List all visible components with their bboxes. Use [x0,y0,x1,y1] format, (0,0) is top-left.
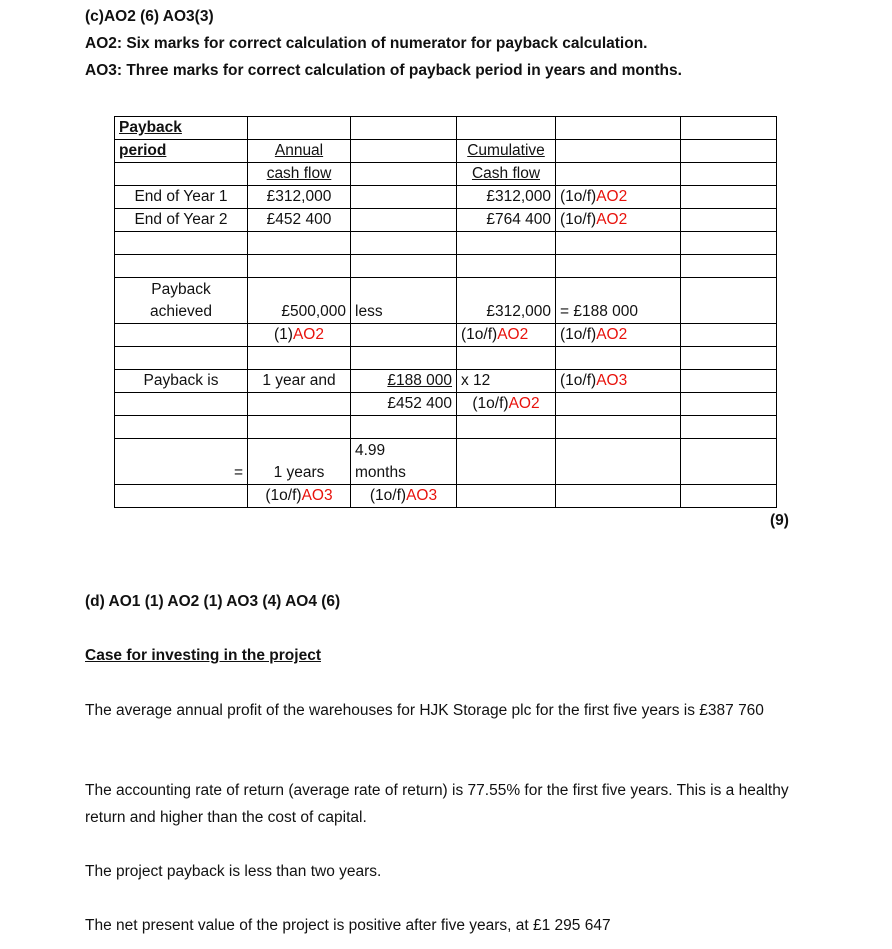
cell-text: End of Year 1 [134,188,228,205]
paragraph-payback: The project payback is less than two years. [85,863,382,880]
cell-text: x 12 [461,372,491,389]
table-cell [115,232,248,255]
table-cell [351,278,457,324]
table-row [115,209,777,232]
table-row [115,416,777,439]
cell-text: (1o/f) [461,326,498,343]
table-row [115,278,777,324]
table-cell [115,255,248,278]
table-cell [681,370,777,393]
table-cell [457,278,556,324]
table-cell [681,186,777,209]
table-cell [351,163,457,186]
table-row [115,347,777,370]
paragraph-npv: The net present value of the project is positive after five years, at £1 295 647 [85,917,611,934]
table-cell [556,370,681,393]
table-row [115,163,777,186]
table-cell [556,255,681,278]
table-cell [351,347,457,370]
table-cell [115,186,248,209]
table-cell [248,278,351,324]
table-cell [556,163,681,186]
table-cell [556,117,681,140]
total-marks: (9) [770,512,789,529]
table-cell [248,232,351,255]
table-row [115,140,777,163]
table-row [115,324,777,347]
table-cell [681,232,777,255]
assessment-objective-mark: AO2 [292,326,324,343]
cell-text: 1 year and [262,372,336,389]
table-row [115,117,777,140]
table-cell [351,370,457,393]
table-cell [681,347,777,370]
paragraph-arr: The accounting rate of return (average rate of return) is 77.55% for the first five years. This is a healthy return and higher than the cost of capital. [85,782,789,826]
table-row [115,232,777,255]
table-cell [681,439,777,485]
table-cell [351,324,457,347]
assessment-objective-mark: AO3 [596,372,628,389]
table-cell [556,393,681,416]
table-cell [457,393,556,416]
table-cell [457,347,556,370]
table-cell [681,163,777,186]
cell-text: = [233,464,243,481]
table-cell [115,324,248,347]
cell-text: £764 400 [486,211,551,228]
table-cell [681,485,777,508]
table-cell [681,209,777,232]
cell-text: = £188 000 [560,303,639,320]
table-cell [115,370,248,393]
assessment-objective-mark: AO2 [508,395,540,412]
cell-text: £188 000 [387,372,452,389]
payback-table [114,116,777,508]
cell-text: Payback [119,119,182,136]
table-cell [351,393,457,416]
table-cell [115,209,248,232]
table-cell [681,140,777,163]
table-cell [115,140,248,163]
table-cell [457,232,556,255]
cell-text: £452 400 [266,211,332,228]
cell-text: 1 years [273,464,325,481]
table-cell [457,117,556,140]
table-cell [351,232,457,255]
table-cell [248,370,351,393]
cell-text: Annual [274,142,324,159]
table-cell [115,485,248,508]
cell-text: End of Year 2 [134,211,228,228]
assessment-objective-mark: AO2 [596,211,628,228]
cell-text: (1o/f) [560,326,597,343]
table-cell [556,186,681,209]
table-cell [351,117,457,140]
table-row [115,485,777,508]
table-cell [248,117,351,140]
cell-text: (1o/f) [560,211,597,228]
assessment-objective-mark: AO2 [596,326,628,343]
table-cell [681,255,777,278]
table-cell [115,416,248,439]
table-cell [556,439,681,485]
cell-text: Cumulative [467,142,545,159]
table-cell [681,324,777,347]
assessment-objective-mark: AO3 [301,487,333,504]
table-row [115,186,777,209]
ao3-criteria: AO3: Three marks for correct calculation of payback period in years and months. [85,62,682,79]
table-cell [248,140,351,163]
assessment-objective-mark: AO3 [406,487,438,504]
cell-text: Payback is [143,372,219,389]
table-cell [248,485,351,508]
table-cell [115,393,248,416]
table-cell [457,439,556,485]
table-cell [351,439,457,485]
table-cell [457,416,556,439]
table-cell [457,163,556,186]
table-cell [248,439,351,485]
question-marks-heading: (c)AO2 (6) AO3(3) [85,8,214,25]
table-row [115,393,777,416]
ao2-criteria: AO2: Six marks for correct calculation of numerator for payback calculation. [85,35,648,52]
cell-text: less [355,303,383,320]
table-cell [556,140,681,163]
cell-text: £452 400 [387,395,452,412]
table-cell [248,186,351,209]
cell-text: Cash flow [471,165,541,182]
table-cell [115,278,248,324]
table-row [115,439,777,485]
cell-text-line2: achieved [149,303,213,320]
table-cell [681,278,777,324]
table-cell [457,370,556,393]
table-cell [457,186,556,209]
cell-text-line2: months [355,464,406,481]
table-cell [457,140,556,163]
paragraph-average-profit: The average annual profit of the warehouses for HJK Storage plc for the first five years is £387 760 [85,702,764,719]
table-cell [681,416,777,439]
table-cell [115,163,248,186]
table-cell [556,347,681,370]
table-cell [556,324,681,347]
table-cell [248,347,351,370]
table-cell [248,209,351,232]
cell-text: (1o/f) [265,487,302,504]
table-cell [351,140,457,163]
cell-text: period [119,142,167,159]
cell-text: £312,000 [486,188,551,205]
table-cell [681,117,777,140]
table-row [115,255,777,278]
cell-text: £312,000 [486,303,551,320]
table-cell [248,163,351,186]
table-cell [556,416,681,439]
table-cell [457,209,556,232]
cell-text: (1) [274,326,293,343]
table-cell [556,209,681,232]
table-cell [681,393,777,416]
cell-text: cash flow [266,165,332,182]
table-cell [556,278,681,324]
table-cell [457,485,556,508]
table-cell [248,416,351,439]
table-cell [351,186,457,209]
cell-text: (1o/f) [369,487,407,504]
table-cell [457,324,556,347]
table-cell [351,209,457,232]
table-cell [115,347,248,370]
table-cell [556,485,681,508]
cell-text: Payback [151,281,211,298]
table-cell [248,255,351,278]
cell-text: 4.99 [355,442,386,459]
table-cell [248,324,351,347]
cell-text: (1o/f) [560,372,597,389]
table-cell [351,416,457,439]
table-cell [556,232,681,255]
table-row [115,370,777,393]
section-d-subheading: Case for investing in the project [85,647,321,664]
section-d-heading: (d) AO1 (1) AO2 (1) AO3 (4) AO4 (6) [85,593,341,610]
table-cell [351,255,457,278]
assessment-objective-mark: AO2 [497,326,529,343]
table-cell [351,485,457,508]
assessment-objective-mark: AO2 [596,188,628,205]
table-cell [457,255,556,278]
cell-text: (1o/f) [560,188,597,205]
table-cell [115,117,248,140]
table-cell [248,393,351,416]
cell-text: (1o/f) [472,395,509,412]
table-cell [115,439,248,485]
cell-text: £500,000 [281,303,346,320]
cell-text: £312,000 [266,188,332,205]
